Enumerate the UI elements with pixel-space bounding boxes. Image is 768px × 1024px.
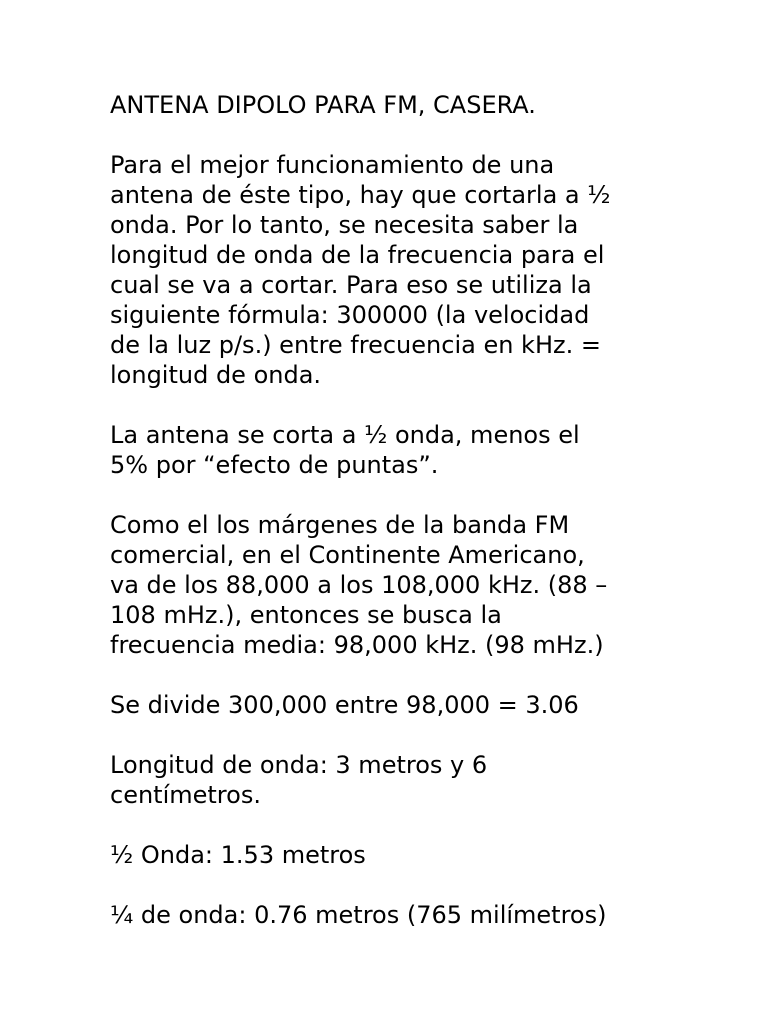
paragraph-division: Se divide 300,000 entre 98,000 = 3.06 [110,691,579,719]
paragraph-intro: Para el mejor funcionamiento de una antena de éste tipo, hay que cortarla a ½ onda. Por lo tanto, se necesita saber la longitud de onda de la frecuencia para el cual se va a cortar. Para eso se utiliza la siguiente fórmula: 300000 (la velocidad de la luz p/s.) entre frecuencia en kHz. = longitud de onda. [110,151,611,389]
document-title: ANTENA DIPOLO PARA FM, CASERA. [110,91,536,119]
paragraph-wavelength: Longitud de onda: 3 metros y 6 centímetros. [110,751,488,809]
paragraph-half-wave: ½ Onda: 1.53 metros [110,841,366,869]
paragraph-fm-band: Como el los márgenes de la banda FM comercial, en el Continente Americano, va de los 88,000 a los 108,000 kHz. (88 – 108 mHz.), entonces se busca la frecuencia media: 98,000 kHz. (98 mHz.) [110,511,608,659]
paragraph-quarter-wave: ¼ de onda: 0.76 metros (765 milímetros) [110,901,607,929]
paragraph-cut-length: La antena se corta a ½ onda, menos el 5% por “efecto de puntas”. [110,421,580,479]
document-page [110,90,670,930]
